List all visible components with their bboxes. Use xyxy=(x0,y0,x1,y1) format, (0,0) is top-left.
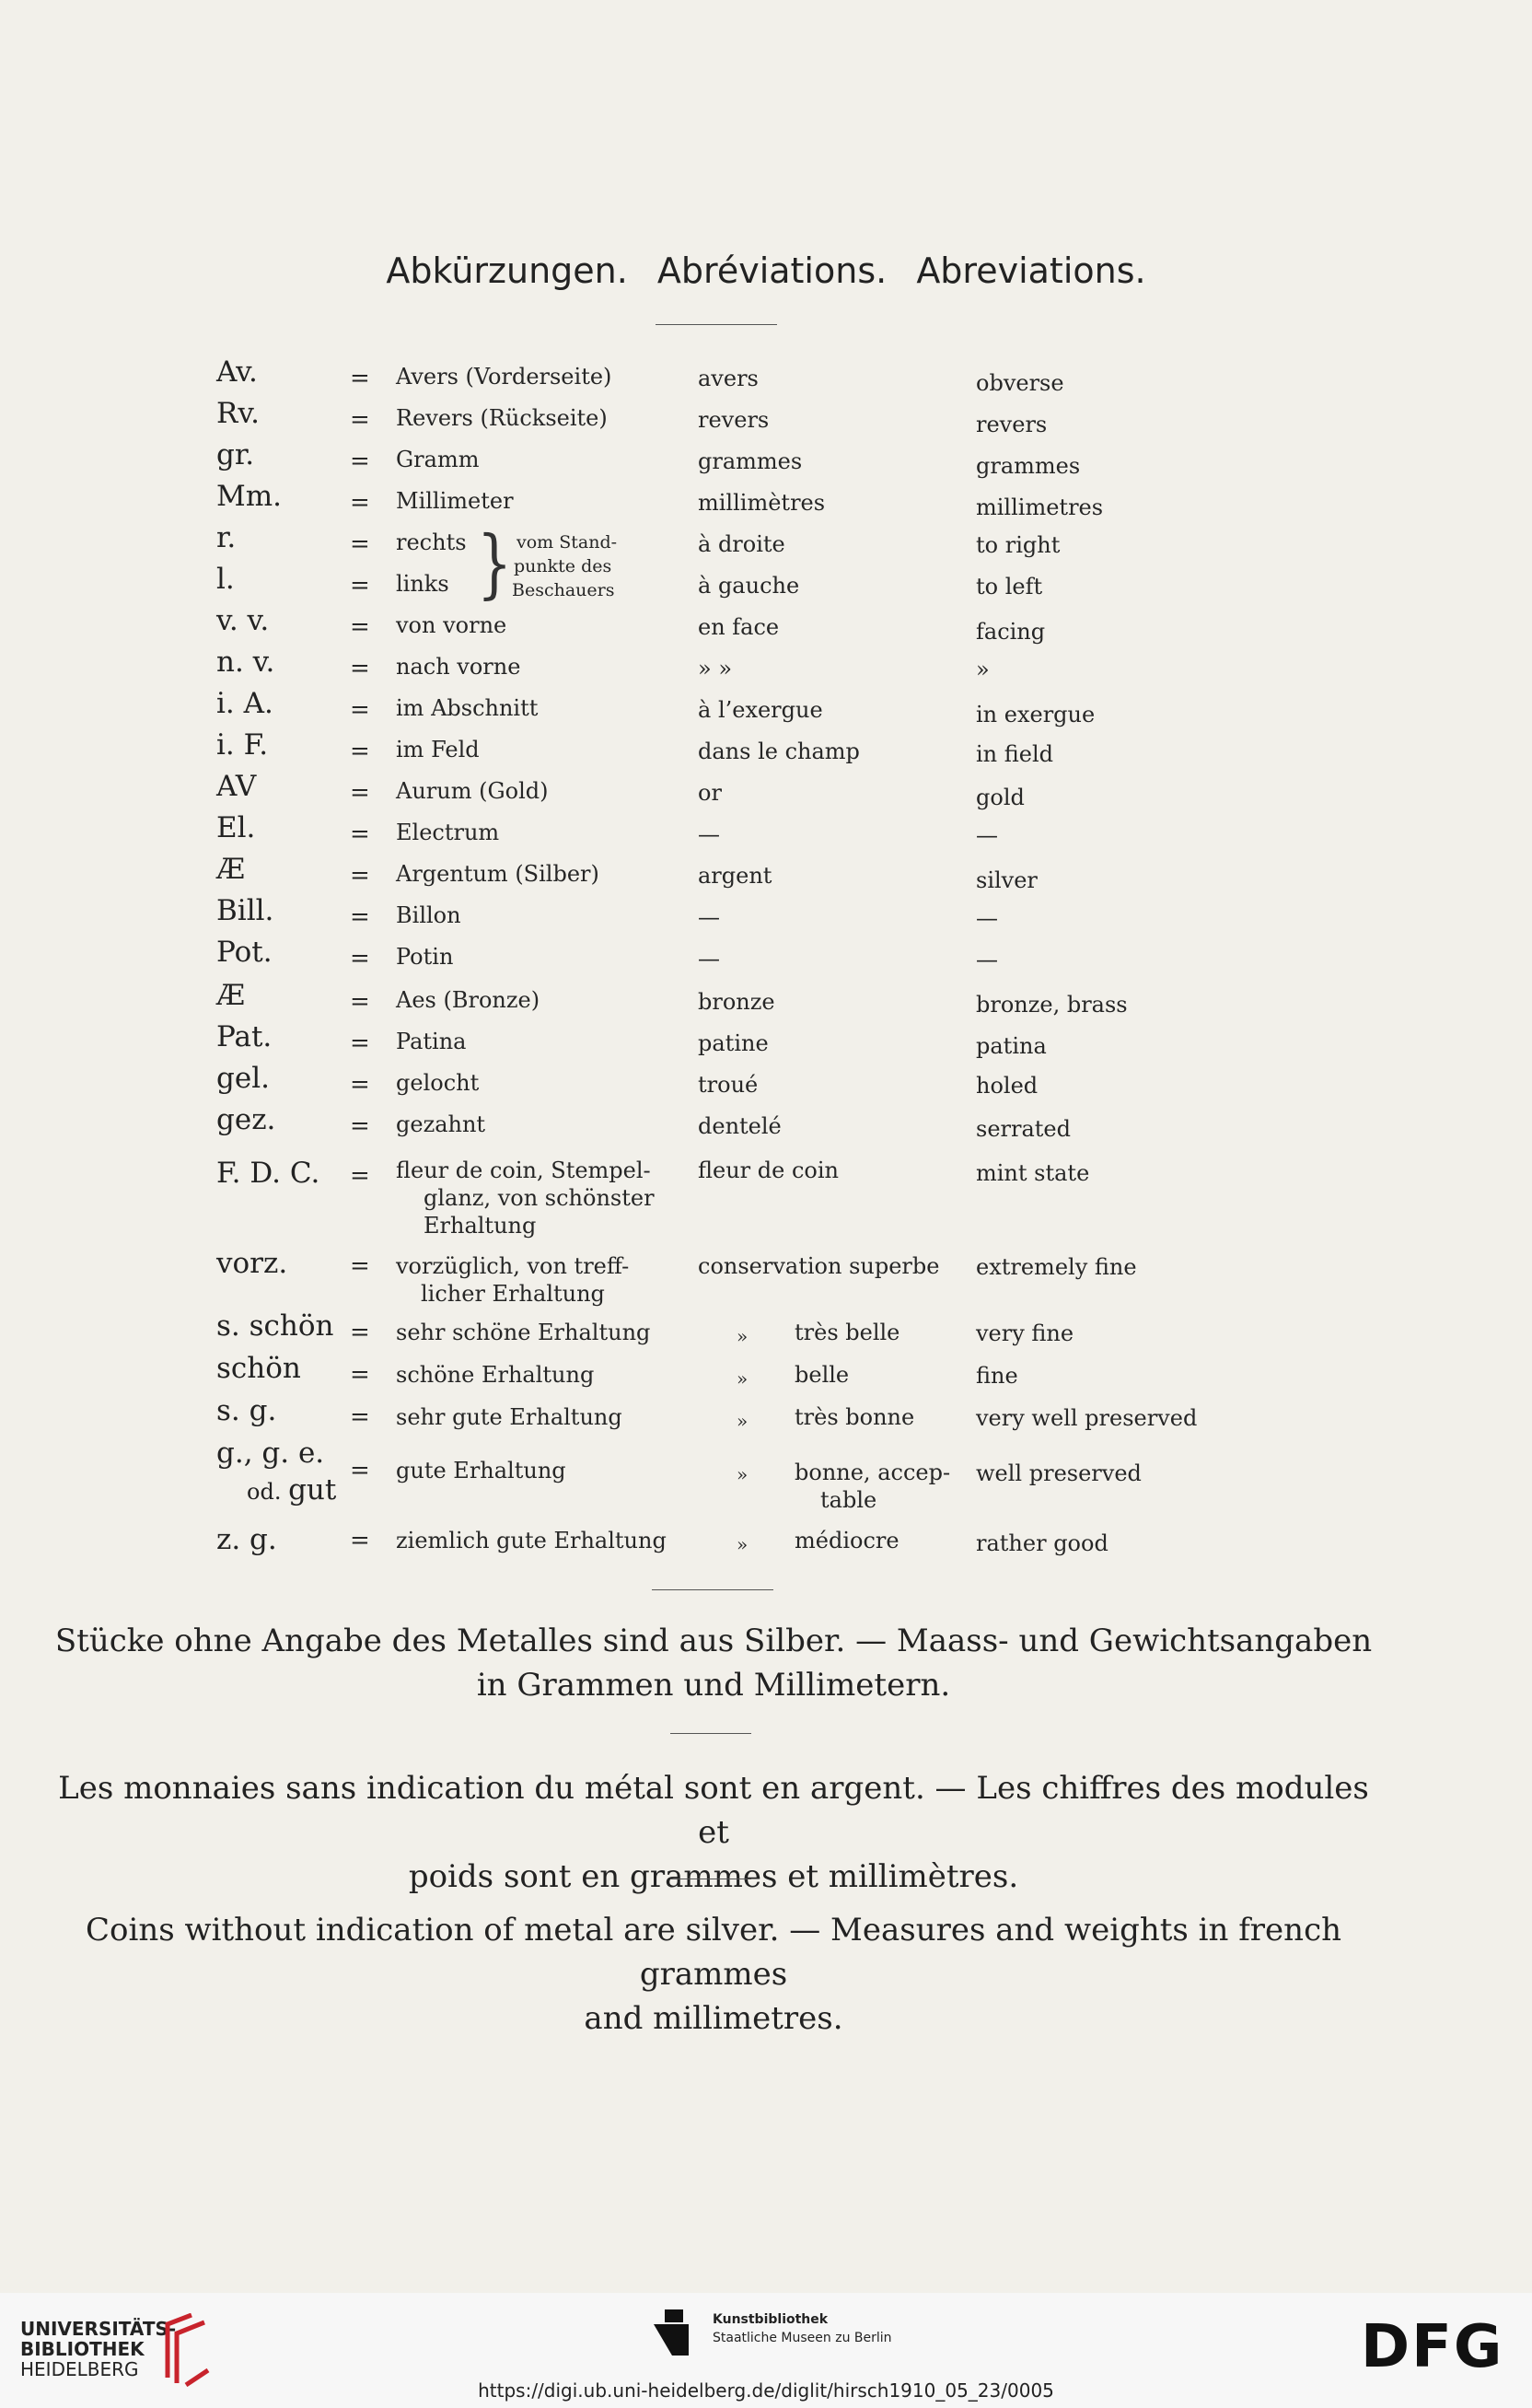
row-english: obverse xyxy=(976,370,1064,396)
title-english: Abreviations. xyxy=(916,250,1146,291)
note-line: Les monnaies sans indication du métal sont en argent. — Les chiffres des modules et xyxy=(58,1770,1369,1851)
row-abbreviation: i. A. xyxy=(216,687,273,720)
row-equals: = xyxy=(350,613,370,641)
row-english: to right xyxy=(976,532,1061,558)
library-name-line: HEIDELBERG xyxy=(20,2358,139,2380)
row-english: — xyxy=(976,905,998,931)
row-abbreviation: z. g. xyxy=(216,1523,277,1556)
row-french xyxy=(795,1459,950,1514)
row-abbreviation: gr. xyxy=(216,438,255,471)
row-abbreviation: gez. xyxy=(216,1103,276,1136)
row-french: bronze xyxy=(698,989,775,1015)
row-equals: = xyxy=(350,406,370,434)
row-german: Potin xyxy=(396,944,454,970)
row-german: sehr schöne Erhaltung xyxy=(396,1320,651,1345)
row-french: — xyxy=(698,946,720,971)
row-german: Millimeter xyxy=(396,488,514,514)
row-english: very fine xyxy=(976,1320,1074,1346)
row-english: — xyxy=(976,947,998,972)
row-abbreviation: g., g. e. xyxy=(216,1437,325,1470)
row-english: extremely fine xyxy=(976,1254,1137,1280)
row-french: très belle xyxy=(795,1320,900,1345)
row-german: Aurum (Gold) xyxy=(396,778,549,804)
row-english: grammes xyxy=(976,453,1081,479)
row-german: rechts xyxy=(396,529,467,555)
row-equals: = xyxy=(350,1319,370,1346)
row-abbreviation: r. xyxy=(216,521,237,554)
row-french: très bonne xyxy=(795,1404,915,1430)
row-german xyxy=(396,1252,629,1308)
kb-line: Kunstbibliothek xyxy=(713,2312,829,2327)
brace-icon: } xyxy=(477,520,513,608)
row-mark: » xyxy=(737,1463,749,1485)
row-german-line: fleur de coin, Stempel- xyxy=(396,1157,651,1183)
row-german-line: Erhaltung xyxy=(424,1213,537,1239)
row-equals: = xyxy=(350,1071,370,1099)
row-german: Gramm xyxy=(396,447,480,472)
brace-note xyxy=(512,530,617,602)
row-german: schöne Erhaltung xyxy=(396,1362,595,1388)
row-english: — xyxy=(976,822,998,848)
note-line: Coins without indication of metal are silver. — Measures and weights in french grammes xyxy=(85,1912,1342,1993)
library-mark-icon xyxy=(164,2313,212,2387)
row-french: dans le champ xyxy=(698,739,860,764)
row-abbreviation: Bill. xyxy=(216,894,274,927)
row-french: dentelé xyxy=(698,1113,782,1139)
table-divider xyxy=(652,1589,773,1590)
row-mark: » xyxy=(737,1533,749,1555)
row-abbreviation xyxy=(247,1473,336,1506)
row-abbreviation: Pot. xyxy=(216,936,273,969)
row-english: serrated xyxy=(976,1116,1071,1142)
row-abbreviation-suffix: gut xyxy=(288,1473,337,1506)
row-abbreviation: Pat. xyxy=(216,1020,273,1053)
row-equals: = xyxy=(350,1361,370,1389)
row-german: nach vorne xyxy=(396,654,521,680)
row-english: gold xyxy=(976,785,1025,810)
row-french: » » xyxy=(698,656,732,681)
row-german: ziemlich gute Erhaltung xyxy=(396,1528,667,1553)
row-german: gezahnt xyxy=(396,1111,486,1137)
row-german: sehr gute Erhaltung xyxy=(396,1404,622,1430)
row-equals: = xyxy=(350,365,370,392)
row-german: im Feld xyxy=(396,737,480,762)
row-equals: = xyxy=(350,655,370,682)
kunstbibliothek-text xyxy=(713,2310,892,2347)
row-french: médiocre xyxy=(795,1528,899,1553)
row-german: Aes (Bronze) xyxy=(396,987,540,1013)
row-german-line: licher Erhaltung xyxy=(421,1281,605,1307)
row-abbreviation: l. xyxy=(216,563,235,596)
row-english: bronze, brass xyxy=(976,992,1128,1018)
kunstbibliothek-logo-icon[interactable] xyxy=(652,2308,702,2357)
row-french: patine xyxy=(698,1030,769,1056)
row-french: — xyxy=(698,821,720,847)
note-german xyxy=(51,1619,1376,1707)
library-name-line: BIBLIOTHEK xyxy=(20,2338,145,2360)
row-french: conservation superbe xyxy=(698,1253,940,1279)
note-line: poids sont en grammes et millimètres. xyxy=(408,1858,1019,1895)
row-abbreviation: Av. xyxy=(216,355,258,389)
row-abbreviation: s. schön xyxy=(216,1309,334,1343)
row-english: to left xyxy=(976,574,1043,599)
row-french: à gauche xyxy=(698,573,800,599)
note-line: in Grammen und Millimetern. xyxy=(476,1667,951,1704)
row-abbreviation: AV xyxy=(216,770,257,803)
row-english: rather good xyxy=(976,1530,1108,1556)
row-english: well preserved xyxy=(976,1460,1142,1486)
row-french: à droite xyxy=(698,531,785,557)
row-equals: = xyxy=(350,1030,370,1057)
row-french: grammes xyxy=(698,448,803,474)
row-german: Argentum (Silber) xyxy=(396,861,599,887)
row-mark: » xyxy=(737,1325,749,1347)
row-english: mint state xyxy=(976,1160,1090,1186)
row-equals: = xyxy=(350,738,370,765)
show-through-text xyxy=(626,182,641,236)
note-line: and millimetres. xyxy=(584,2000,843,2037)
row-equals: = xyxy=(350,530,370,558)
row-mark: » xyxy=(737,1367,749,1390)
page-title xyxy=(0,250,1532,291)
row-english: holed xyxy=(976,1073,1039,1099)
row-german xyxy=(396,1157,655,1239)
row-english: fine xyxy=(976,1363,1018,1389)
row-english: revers xyxy=(976,412,1048,437)
row-english: patina xyxy=(976,1033,1047,1059)
row-abbreviation: i. F. xyxy=(216,728,269,762)
row-abbreviation: Rv. xyxy=(216,397,261,430)
row-english: in exergue xyxy=(976,702,1096,727)
row-abbreviation: vorz. xyxy=(216,1247,288,1280)
row-french: argent xyxy=(698,863,772,889)
row-french: revers xyxy=(698,407,770,433)
row-abbreviation: v. v. xyxy=(216,604,270,637)
row-french-line: bonne, accep- xyxy=(795,1460,951,1485)
row-french: en face xyxy=(698,614,780,640)
row-german: Avers (Vorderseite) xyxy=(396,364,612,390)
row-abbreviation: Æ xyxy=(216,979,246,1012)
title-german: Abkürzungen. xyxy=(386,250,628,291)
row-equals: = xyxy=(350,1112,370,1140)
row-equals: = xyxy=(350,862,370,890)
row-english: facing xyxy=(976,619,1046,645)
row-german-line: vorzüglich, von treff- xyxy=(396,1253,630,1279)
row-french: à l’exergue xyxy=(698,697,823,723)
row-abbreviation: schön xyxy=(216,1352,301,1385)
kb-line: Staatliche Museen zu Berlin xyxy=(713,2331,892,2345)
row-equals: = xyxy=(350,903,370,931)
brace-note-line: punkte des xyxy=(514,556,612,576)
note-divider xyxy=(670,1733,751,1734)
row-german: Patina xyxy=(396,1029,467,1054)
row-german: von vorne xyxy=(396,612,507,638)
row-german: Billon xyxy=(396,902,461,928)
row-english: millimetres xyxy=(976,494,1104,520)
row-french-line: table xyxy=(820,1487,877,1513)
row-equals: = xyxy=(350,779,370,807)
row-french: fleur de coin xyxy=(698,1157,839,1183)
row-equals: = xyxy=(350,696,370,724)
row-french: — xyxy=(698,904,720,930)
university-library-logo[interactable] xyxy=(20,2319,176,2379)
row-french: troué xyxy=(698,1072,759,1098)
brace-note-line: Beschauers xyxy=(512,580,615,600)
row-german: Revers (Rückseite) xyxy=(396,405,608,431)
row-equals: = xyxy=(350,820,370,848)
page-url[interactable]: https://digi.ub.uni-heidelberg.de/diglit/hirsch1910_05_23/0005 xyxy=(478,2379,1054,2402)
row-abbreviation: Æ xyxy=(216,853,246,886)
row-english: silver xyxy=(976,867,1038,893)
row-equals: = xyxy=(350,1527,370,1554)
row-french: or xyxy=(698,780,722,806)
row-german: Electrum xyxy=(396,820,500,845)
row-french: avers xyxy=(698,366,759,391)
library-name-line: UNIVERSITÄTS- xyxy=(20,2318,177,2340)
row-equals: = xyxy=(350,1162,370,1190)
row-equals: = xyxy=(350,1457,370,1484)
title-french: Abréviations. xyxy=(656,250,888,291)
row-abbreviation: n. v. xyxy=(216,646,275,679)
row-english: » xyxy=(976,657,990,682)
dfg-logo[interactable]: DFG xyxy=(1361,2313,1504,2381)
row-equals: = xyxy=(350,988,370,1016)
row-abbreviation-prefix: od. xyxy=(247,1479,289,1505)
row-equals: = xyxy=(350,489,370,517)
row-abbreviation: Mm. xyxy=(216,480,282,513)
title-divider xyxy=(656,324,777,325)
row-equals: = xyxy=(350,945,370,972)
row-abbreviation: F. D. C. xyxy=(216,1157,320,1190)
note-english xyxy=(51,1908,1376,2041)
row-english: in field xyxy=(976,741,1054,767)
note-line: Stücke ohne Angabe des Metalles sind aus Silber. — Maass- und Gewichtsangaben xyxy=(54,1623,1373,1659)
row-equals: = xyxy=(350,1403,370,1431)
row-equals: = xyxy=(350,1252,370,1280)
row-abbreviation: El. xyxy=(216,811,256,844)
row-equals: = xyxy=(350,448,370,475)
row-french: belle xyxy=(795,1362,850,1388)
brace-note-line: vom Stand- xyxy=(516,532,618,553)
row-abbreviation: s. g. xyxy=(216,1394,277,1427)
row-german: im Abschnitt xyxy=(396,695,539,721)
row-equals: = xyxy=(350,572,370,599)
row-abbreviation: gel. xyxy=(216,1062,270,1095)
row-german-line: glanz, von schönster xyxy=(424,1185,655,1211)
row-german: links xyxy=(396,571,449,597)
row-german: gute Erhaltung xyxy=(396,1458,566,1483)
row-french: millimètres xyxy=(698,490,826,516)
row-mark: » xyxy=(737,1410,749,1432)
row-english: very well preserved xyxy=(976,1405,1198,1431)
row-german: gelocht xyxy=(396,1070,480,1096)
